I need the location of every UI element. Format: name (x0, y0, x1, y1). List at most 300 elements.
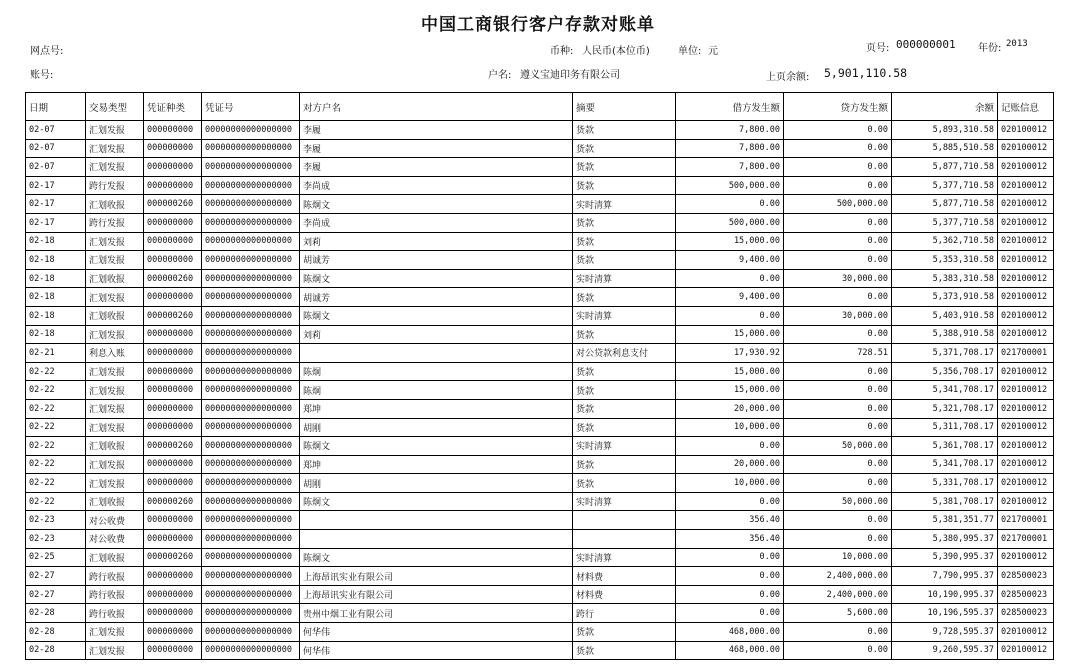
column-header-date: 日期 (26, 93, 86, 121)
table-row (26, 381, 1054, 400)
debit-cell: 20,000.00 (676, 455, 784, 474)
summary-cell: 实时清算 (573, 306, 676, 325)
posting-info-cell: 028500023 (998, 567, 1054, 586)
balance-cell: 5,377,710.58 (892, 176, 998, 195)
debit-cell: 9,400.00 (676, 288, 784, 307)
summary-cell: 货款 (573, 455, 676, 474)
txn-type-cell: 汇划发报 (86, 362, 144, 381)
table-row (26, 306, 1054, 325)
txn-type-cell: 对公收费 (86, 530, 144, 549)
table-row (26, 437, 1054, 456)
date-cell: 02-18 (26, 306, 86, 325)
txn-type-cell: 汇划收报 (86, 548, 144, 567)
branch-label: 网点号: (30, 46, 64, 57)
txn-type-cell: 汇划发报 (86, 251, 144, 270)
voucher-no-cell: 00000000000000000 (202, 399, 300, 418)
voucher-no-cell: 00000000000000000 (202, 511, 300, 530)
counterparty-cell: 贵州中烟工业有限公司 (300, 604, 573, 623)
counterparty-cell: 陈炯文 (300, 269, 573, 288)
debit-cell: 356.40 (676, 511, 784, 530)
voucher-no-cell: 00000000000000000 (202, 455, 300, 474)
voucher-type-cell: 000000000 (144, 511, 202, 530)
debit-cell: 15,000.00 (676, 325, 784, 344)
debit-cell: 7,800.00 (676, 139, 784, 158)
voucher-type-cell: 000000000 (144, 176, 202, 195)
txn-type-cell: 跨行收报 (86, 604, 144, 623)
counterparty-cell: 胡刚 (300, 474, 573, 493)
table-row (26, 195, 1054, 214)
credit-cell: 5,600.00 (784, 604, 892, 623)
balance-cell: 10,196,595.37 (892, 604, 998, 623)
txn-type-cell: 汇划收报 (86, 269, 144, 288)
credit-cell: 728.51 (784, 344, 892, 363)
balance-cell: 5,383,310.58 (892, 269, 998, 288)
posting-info-cell: 021700001 (998, 511, 1054, 530)
voucher-no-cell: 00000000000000000 (202, 232, 300, 251)
balance-cell: 5,373,910.58 (892, 288, 998, 307)
debit-cell: 500,000.00 (676, 213, 784, 232)
credit-cell: 30,000.00 (784, 269, 892, 288)
counterparty-cell: 上海昂讯实业有限公司 (300, 585, 573, 604)
txn-type-cell: 汇划发报 (86, 418, 144, 437)
table-row (26, 604, 1054, 623)
voucher-type-cell: 000000000 (144, 213, 202, 232)
posting-info-cell: 020100012 (998, 158, 1054, 177)
voucher-type-cell: 000000000 (144, 399, 202, 418)
voucher-no-cell: 00000000000000000 (202, 288, 300, 307)
transactions-table (25, 92, 1054, 660)
summary-cell: 货款 (573, 288, 676, 307)
posting-info-cell: 020100012 (998, 269, 1054, 288)
summary-cell: 货款 (573, 251, 676, 270)
table-row (26, 474, 1054, 493)
balance-cell: 5,331,708.17 (892, 474, 998, 493)
credit-cell: 0.00 (784, 511, 892, 530)
voucher-no-cell: 00000000000000000 (202, 269, 300, 288)
balance-cell: 5,353,310.58 (892, 251, 998, 270)
voucher-no-cell: 00000000000000000 (202, 474, 300, 493)
counterparty-cell: 李履 (300, 139, 573, 158)
txn-type-cell: 跨行收报 (86, 567, 144, 586)
column-header-counterparty: 对方户名 (300, 93, 573, 121)
debit-cell: 500,000.00 (676, 176, 784, 195)
summary-cell (573, 530, 676, 549)
posting-info-cell: 020100012 (998, 455, 1054, 474)
date-cell: 02-18 (26, 288, 86, 307)
date-cell: 02-22 (26, 437, 86, 456)
voucher-type-cell: 000000000 (144, 251, 202, 270)
balance-cell: 5,321,708.17 (892, 399, 998, 418)
balance-cell: 5,403,910.58 (892, 306, 998, 325)
column-header-posting-info: 记账信息 (998, 93, 1054, 121)
credit-cell: 0.00 (784, 213, 892, 232)
txn-type-cell: 汇划收报 (86, 492, 144, 511)
txn-type-cell: 跨行发报 (86, 213, 144, 232)
table-row (26, 158, 1054, 177)
posting-info-cell: 020100012 (998, 232, 1054, 251)
credit-cell: 0.00 (784, 623, 892, 642)
voucher-no-cell: 00000000000000000 (202, 306, 300, 325)
txn-type-cell: 汇划发报 (86, 455, 144, 474)
account-label: 账号: (30, 70, 54, 81)
voucher-type-cell: 000000260 (144, 195, 202, 214)
summary-cell (573, 511, 676, 530)
txn-type-cell: 对公收费 (86, 511, 144, 530)
voucher-no-cell: 00000000000000000 (202, 530, 300, 549)
table-row (26, 232, 1054, 251)
voucher-type-cell: 000000000 (144, 623, 202, 642)
balance-cell: 5,893,310.58 (892, 121, 998, 140)
column-header-txn-type: 交易类型 (86, 93, 144, 121)
balance-cell: 5,381,351.77 (892, 511, 998, 530)
balance-cell: 5,388,910.58 (892, 325, 998, 344)
txn-type-cell: 汇划发报 (86, 158, 144, 177)
debit-cell: 17,930.92 (676, 344, 784, 363)
date-cell: 02-22 (26, 399, 86, 418)
summary-cell: 货款 (573, 325, 676, 344)
debit-cell: 356.40 (676, 530, 784, 549)
date-cell: 02-23 (26, 530, 86, 549)
posting-info-cell: 020100012 (998, 251, 1054, 270)
credit-cell: 0.00 (784, 158, 892, 177)
date-cell: 02-17 (26, 213, 86, 232)
credit-cell: 0.00 (784, 530, 892, 549)
posting-info-cell: 021700001 (998, 344, 1054, 363)
balance-cell: 9,260,595.37 (892, 641, 998, 660)
unit-label: 单位: (678, 46, 702, 57)
balance-cell: 5,380,995.37 (892, 530, 998, 549)
prev-balance-value: 5,901,110.58 (824, 66, 908, 80)
credit-cell: 0.00 (784, 381, 892, 400)
summary-cell: 货款 (573, 176, 676, 195)
debit-cell: 15,000.00 (676, 362, 784, 381)
date-cell: 02-28 (26, 604, 86, 623)
voucher-no-cell: 00000000000000000 (202, 641, 300, 660)
debit-cell: 7,800.00 (676, 158, 784, 177)
debit-cell: 15,000.00 (676, 381, 784, 400)
balance-cell: 5,877,710.58 (892, 195, 998, 214)
summary-cell: 货款 (573, 623, 676, 642)
voucher-no-cell: 00000000000000000 (202, 176, 300, 195)
credit-cell: 500,000.00 (784, 195, 892, 214)
debit-cell: 0.00 (676, 492, 784, 511)
table-row (26, 585, 1054, 604)
balance-cell: 5,381,708.17 (892, 492, 998, 511)
voucher-no-cell: 00000000000000000 (202, 362, 300, 381)
voucher-no-cell: 00000000000000000 (202, 623, 300, 642)
year-label: 年份: (978, 43, 1002, 54)
debit-cell: 10,000.00 (676, 474, 784, 493)
txn-type-cell: 汇划发报 (86, 121, 144, 140)
table-row (26, 121, 1054, 140)
voucher-type-cell: 000000000 (144, 344, 202, 363)
credit-cell: 0.00 (784, 288, 892, 307)
debit-cell: 7,800.00 (676, 121, 784, 140)
summary-cell: 货款 (573, 139, 676, 158)
table-row (26, 269, 1054, 288)
posting-info-cell: 020100012 (998, 474, 1054, 493)
voucher-no-cell: 00000000000000000 (202, 344, 300, 363)
voucher-type-cell: 000000000 (144, 585, 202, 604)
column-header-voucher-no: 凭证号 (202, 93, 300, 121)
posting-info-cell: 020100012 (998, 213, 1054, 232)
counterparty-cell: 李履 (300, 158, 573, 177)
table-row (26, 325, 1054, 344)
voucher-no-cell: 00000000000000000 (202, 492, 300, 511)
posting-info-cell: 020100012 (998, 325, 1054, 344)
date-cell: 02-17 (26, 176, 86, 195)
voucher-type-cell: 000000260 (144, 269, 202, 288)
counterparty-cell (300, 511, 573, 530)
voucher-no-cell: 00000000000000000 (202, 251, 300, 270)
summary-cell: 货款 (573, 121, 676, 140)
currency-value: 人民币(本位币) (582, 46, 650, 57)
counterparty-cell: 陈炯 (300, 362, 573, 381)
date-cell: 02-22 (26, 492, 86, 511)
counterparty-cell: 陈炯文 (300, 492, 573, 511)
date-cell: 02-28 (26, 641, 86, 660)
counterparty-cell: 刘莉 (300, 232, 573, 251)
table-row (26, 362, 1054, 381)
credit-cell: 0.00 (784, 176, 892, 195)
date-cell: 02-17 (26, 195, 86, 214)
table-row (26, 641, 1054, 660)
voucher-no-cell: 00000000000000000 (202, 139, 300, 158)
counterparty-cell: 陈炯文 (300, 306, 573, 325)
balance-cell: 5,377,710.58 (892, 213, 998, 232)
voucher-no-cell: 00000000000000000 (202, 213, 300, 232)
debit-cell: 15,000.00 (676, 232, 784, 251)
voucher-type-cell: 000000000 (144, 641, 202, 660)
summary-cell: 对公贷款利息支付 (573, 344, 676, 363)
counterparty-cell: 胡诚芳 (300, 288, 573, 307)
txn-type-cell: 跨行收报 (86, 585, 144, 604)
txn-type-cell: 汇划发报 (86, 623, 144, 642)
posting-info-cell: 020100012 (998, 418, 1054, 437)
summary-cell: 货款 (573, 381, 676, 400)
posting-info-cell: 020100012 (998, 437, 1054, 456)
credit-cell: 0.00 (784, 251, 892, 270)
voucher-no-cell: 00000000000000000 (202, 325, 300, 344)
unit-value: 元 (708, 46, 718, 57)
credit-cell: 0.00 (784, 641, 892, 660)
table-header-row (26, 93, 1054, 121)
voucher-type-cell: 000000000 (144, 158, 202, 177)
summary-cell: 货款 (573, 641, 676, 660)
counterparty-cell (300, 344, 573, 363)
date-cell: 02-18 (26, 325, 86, 344)
summary-cell: 材料费 (573, 585, 676, 604)
posting-info-cell: 020100012 (998, 362, 1054, 381)
date-cell: 02-22 (26, 474, 86, 493)
debit-cell: 9,400.00 (676, 251, 784, 270)
date-cell: 02-18 (26, 232, 86, 251)
balance-cell: 5,356,708.17 (892, 362, 998, 381)
voucher-no-cell: 00000000000000000 (202, 437, 300, 456)
voucher-type-cell: 000000000 (144, 530, 202, 549)
counterparty-cell: 刘莉 (300, 325, 573, 344)
counterparty-cell: 何华伟 (300, 623, 573, 642)
column-header-balance: 余额 (892, 93, 998, 121)
balance-cell: 9,728,595.37 (892, 623, 998, 642)
counterparty-cell: 李履 (300, 121, 573, 140)
page-number: 000000001 (896, 38, 956, 51)
counterparty-cell (300, 530, 573, 549)
debit-cell: 0.00 (676, 585, 784, 604)
credit-cell: 2,400,000.00 (784, 585, 892, 604)
balance-cell: 5,362,710.58 (892, 232, 998, 251)
credit-cell: 0.00 (784, 399, 892, 418)
posting-info-cell: 021700001 (998, 530, 1054, 549)
table-row (26, 567, 1054, 586)
summary-cell: 货款 (573, 399, 676, 418)
table-row (26, 213, 1054, 232)
voucher-type-cell: 000000000 (144, 288, 202, 307)
debit-cell: 0.00 (676, 548, 784, 567)
balance-cell: 5,877,710.58 (892, 158, 998, 177)
table-row (26, 492, 1054, 511)
voucher-type-cell: 000000000 (144, 121, 202, 140)
voucher-type-cell: 000000000 (144, 455, 202, 474)
posting-info-cell: 020100012 (998, 381, 1054, 400)
debit-cell: 0.00 (676, 604, 784, 623)
voucher-type-cell: 000000000 (144, 325, 202, 344)
credit-cell: 30,000.00 (784, 306, 892, 325)
voucher-type-cell: 000000260 (144, 306, 202, 325)
page-label: 页号: (866, 43, 890, 54)
voucher-no-cell: 00000000000000000 (202, 381, 300, 400)
balance-cell: 5,390,995.37 (892, 548, 998, 567)
debit-cell: 0.00 (676, 269, 784, 288)
posting-info-cell: 020100012 (998, 288, 1054, 307)
balance-cell: 5,341,708.17 (892, 381, 998, 400)
prev-balance-label: 上页余额: (766, 72, 810, 83)
debit-cell: 0.00 (676, 437, 784, 456)
debit-cell: 20,000.00 (676, 399, 784, 418)
date-cell: 02-27 (26, 567, 86, 586)
date-cell: 02-21 (26, 344, 86, 363)
posting-info-cell: 020100012 (998, 121, 1054, 140)
credit-cell: 0.00 (784, 362, 892, 381)
table-row (26, 139, 1054, 158)
summary-cell: 材料费 (573, 567, 676, 586)
date-cell: 02-22 (26, 381, 86, 400)
voucher-type-cell: 000000000 (144, 418, 202, 437)
credit-cell: 0.00 (784, 325, 892, 344)
debit-cell: 468,000.00 (676, 641, 784, 660)
counterparty-cell: 李尚成 (300, 213, 573, 232)
counterparty-cell: 陈炯文 (300, 437, 573, 456)
date-cell: 02-22 (26, 418, 86, 437)
voucher-type-cell: 000000000 (144, 474, 202, 493)
counterparty-cell: 上海昂讯实业有限公司 (300, 567, 573, 586)
voucher-no-cell: 00000000000000000 (202, 604, 300, 623)
credit-cell: 50,000.00 (784, 437, 892, 456)
voucher-type-cell: 000000000 (144, 381, 202, 400)
table-row (26, 418, 1054, 437)
voucher-type-cell: 000000000 (144, 139, 202, 158)
credit-cell: 0.00 (784, 418, 892, 437)
counterparty-cell: 郑坤 (300, 399, 573, 418)
posting-info-cell: 028500023 (998, 604, 1054, 623)
posting-info-cell: 020100012 (998, 623, 1054, 642)
credit-cell: 0.00 (784, 121, 892, 140)
date-cell: 02-28 (26, 623, 86, 642)
summary-cell: 货款 (573, 418, 676, 437)
credit-cell: 0.00 (784, 139, 892, 158)
table-row (26, 399, 1054, 418)
debit-cell: 468,000.00 (676, 623, 784, 642)
voucher-no-cell: 00000000000000000 (202, 548, 300, 567)
voucher-type-cell: 000000000 (144, 567, 202, 586)
summary-cell: 实时清算 (573, 492, 676, 511)
summary-cell: 货款 (573, 213, 676, 232)
credit-cell: 10,000.00 (784, 548, 892, 567)
column-header-voucher-type: 凭证种类 (144, 93, 202, 121)
year-value: 2013 (1006, 39, 1028, 49)
posting-info-cell: 020100012 (998, 306, 1054, 325)
summary-cell: 实时清算 (573, 269, 676, 288)
table-row (26, 344, 1054, 363)
txn-type-cell: 汇划发报 (86, 641, 144, 660)
voucher-type-cell: 000000260 (144, 492, 202, 511)
date-cell: 02-27 (26, 585, 86, 604)
voucher-no-cell: 00000000000000000 (202, 585, 300, 604)
table-row (26, 176, 1054, 195)
date-cell: 02-22 (26, 362, 86, 381)
summary-cell: 货款 (573, 362, 676, 381)
column-header-summary: 摘要 (573, 93, 676, 121)
voucher-no-cell: 00000000000000000 (202, 121, 300, 140)
debit-cell: 0.00 (676, 195, 784, 214)
summary-cell: 实时清算 (573, 195, 676, 214)
voucher-no-cell: 00000000000000000 (202, 418, 300, 437)
summary-cell: 实时清算 (573, 437, 676, 456)
date-cell: 02-25 (26, 548, 86, 567)
table-row (26, 288, 1054, 307)
counterparty-cell: 陈炯文 (300, 548, 573, 567)
date-cell: 02-23 (26, 511, 86, 530)
counterparty-cell: 陈炯 (300, 381, 573, 400)
debit-cell: 0.00 (676, 567, 784, 586)
posting-info-cell: 020100012 (998, 399, 1054, 418)
txn-type-cell: 利息入账 (86, 344, 144, 363)
currency-label: 币种: (550, 46, 574, 57)
table-row (26, 455, 1054, 474)
posting-info-cell: 020100012 (998, 641, 1054, 660)
summary-cell: 货款 (573, 158, 676, 177)
voucher-no-cell: 00000000000000000 (202, 195, 300, 214)
debit-cell: 0.00 (676, 306, 784, 325)
posting-info-cell: 020100012 (998, 195, 1054, 214)
balance-cell: 5,885,510.58 (892, 139, 998, 158)
date-cell: 02-18 (26, 269, 86, 288)
balance-cell: 5,341,708.17 (892, 455, 998, 474)
voucher-no-cell: 00000000000000000 (202, 158, 300, 177)
balance-cell: 10,190,995.37 (892, 585, 998, 604)
table-row (26, 623, 1054, 642)
counterparty-cell: 胡诚芳 (300, 251, 573, 270)
counterparty-cell: 郑坤 (300, 455, 573, 474)
credit-cell: 0.00 (784, 232, 892, 251)
txn-type-cell: 汇划发报 (86, 474, 144, 493)
table-row (26, 251, 1054, 270)
txn-type-cell: 跨行发报 (86, 176, 144, 195)
summary-cell: 货款 (573, 474, 676, 493)
credit-cell: 2,400,000.00 (784, 567, 892, 586)
voucher-type-cell: 000000000 (144, 604, 202, 623)
counterparty-cell: 李尚成 (300, 176, 573, 195)
